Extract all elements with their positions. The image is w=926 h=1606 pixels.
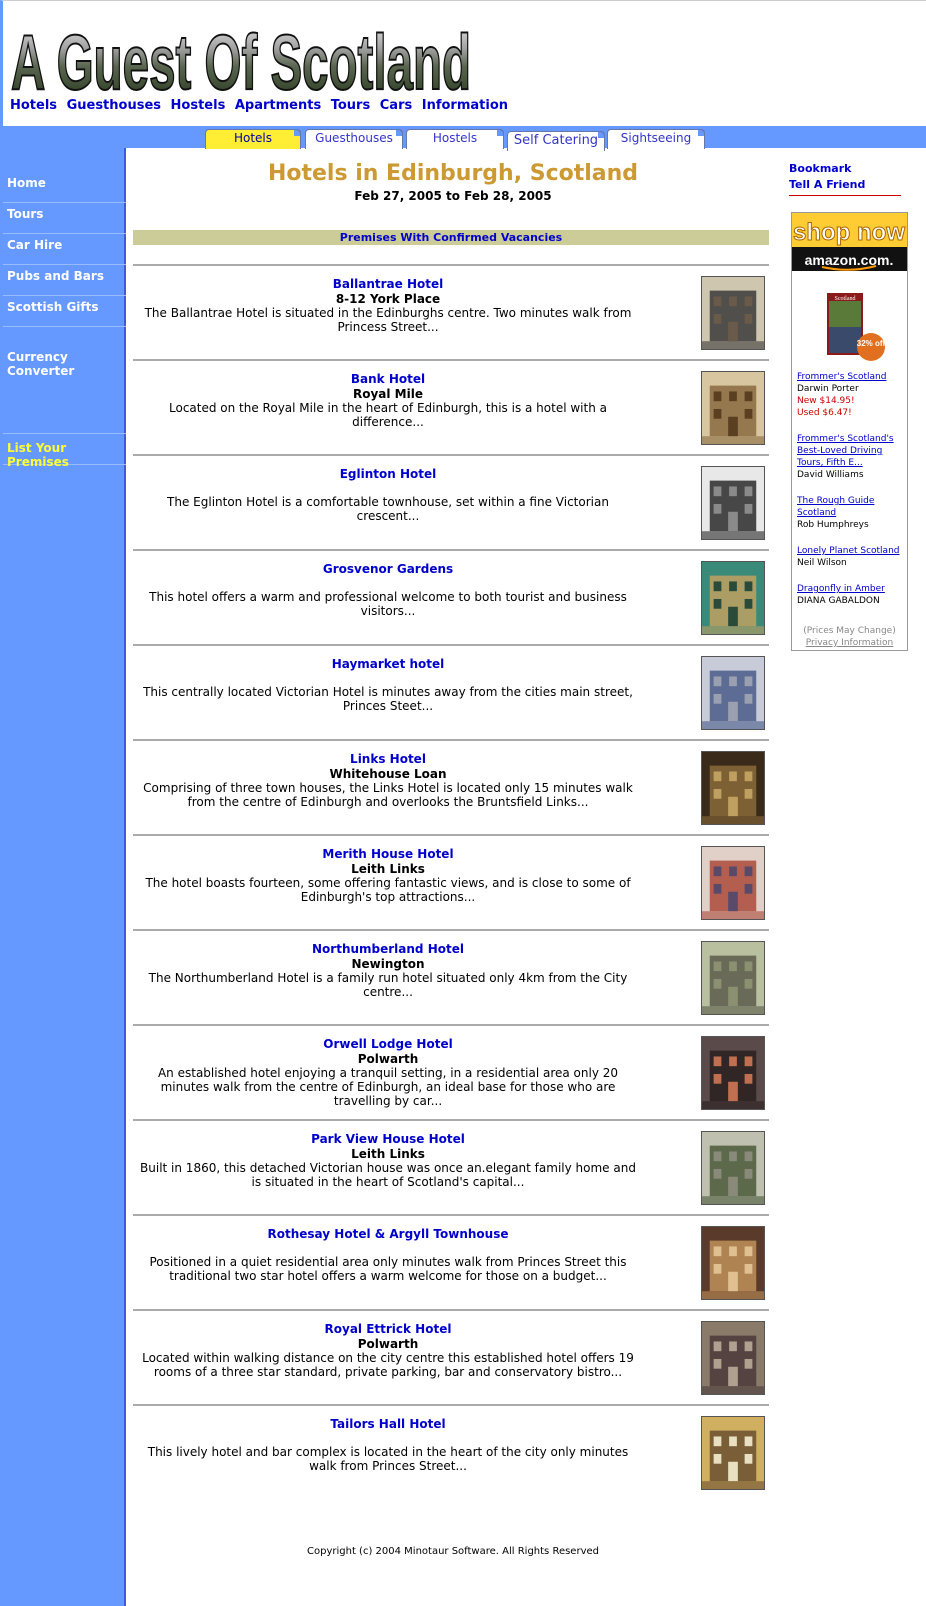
amazon-book-1-used-price: Used $6.47! (797, 408, 852, 418)
hotel-location: 8-12 York Place (335, 292, 441, 306)
hotel-description: Built in 1860, this detached Victorian house was once an.elegant family home and is situated in the heart of Scotland's capital... (140, 1161, 636, 1189)
hotel-photo[interactable] (701, 941, 765, 1015)
hotel-photo[interactable] (701, 751, 765, 825)
hotel-listing (133, 1214, 769, 1309)
hotel-name-link[interactable]: Haymarket hotel (331, 657, 445, 671)
hotel-description: Positioned in a quiet residential area only minutes walk from Princes Street this traditional two star hotel offers a warm welcome for those on a budget... (149, 1255, 627, 1283)
hotel-name-link[interactable]: Merith House Hotel (322, 847, 454, 861)
left-sidebar (3, 148, 126, 1606)
hotel-photo-graphic (702, 1322, 764, 1394)
amazon-book-5 (797, 583, 909, 607)
hotel-photo-graphic (702, 1227, 764, 1299)
tab-guesthouses[interactable]: Guesthouses (305, 129, 403, 149)
hotel-location: Leith Links (351, 862, 425, 876)
amazon-book-2-author: David Williams (797, 470, 864, 480)
topnav-tours[interactable]: Tours (330, 98, 371, 113)
right-column (789, 161, 926, 648)
hotel-photo-graphic (702, 372, 764, 444)
amazon-book-3 (797, 495, 909, 531)
hotel-listing (133, 1309, 769, 1404)
hotel-name-link[interactable]: Tailors Hall Hotel (330, 1417, 446, 1431)
hotel-description: An established hotel enjoying a tranquil setting, in a residential area only 20 minutes walk from the centre of Edinburgh, an ideal base for those who are travelling by car... (157, 1066, 619, 1108)
hotel-name-link[interactable]: Links Hotel (350, 752, 426, 766)
hotel-name-link[interactable]: Orwell Lodge Hotel (323, 1037, 453, 1051)
hotel-description: Located within walking distance on the city centre this established hotel offers 19 rooms of a three star standard, private parking, bar and conservatory bistro... (142, 1351, 634, 1379)
hotel-photo[interactable] (701, 846, 765, 920)
tab-hostels[interactable]: Hostels (406, 129, 504, 149)
hotel-location: Newington (351, 957, 425, 971)
amazon-logo (792, 213, 907, 271)
topnav-cars[interactable]: Cars (379, 98, 413, 113)
hotel-name-link[interactable]: Grosvenor Gardens (322, 562, 454, 576)
sidebar-item-tours[interactable]: Tours (3, 207, 126, 234)
hotel-photo[interactable] (701, 561, 765, 635)
sidebar-item-pubs-and-bars[interactable]: Pubs and Bars (3, 269, 126, 296)
hotel-photo-graphic (702, 562, 764, 634)
hotel-description: This centrally located Victorian Hotel is minutes away from the cities main street, Princes Steet... (143, 685, 633, 713)
site-logo[interactable] (9, 9, 479, 99)
hotel-name-link[interactable]: Northumberland Hotel (312, 942, 464, 956)
amazon-book-1-author: Darwin Porter (797, 384, 859, 394)
hotel-description: The Eglinton Hotel is a comfortable townhouse, set within a fine Victorian crescent... (167, 495, 609, 523)
hotel-listing (133, 644, 769, 739)
sidebar-item-currency-converter[interactable]: Currency Converter (7, 350, 75, 378)
hotel-photo-graphic (702, 277, 764, 349)
hotel-listing (133, 929, 769, 1024)
sidebar-divider (3, 433, 126, 434)
hotel-listing (133, 1404, 769, 1499)
hotel-photo-graphic (702, 942, 764, 1014)
tell-a-friend-link[interactable]: Tell A Friend (789, 178, 866, 191)
hotel-photo[interactable] (701, 1131, 765, 1205)
right-divider (789, 195, 901, 196)
sidebar-item-home[interactable]: Home (3, 176, 126, 203)
tab-self-catering[interactable]: Self Catering (507, 131, 605, 151)
hotel-description: The Ballantrae Hotel is situated in the Edinburghs centre. Two minutes walk from Princess Street... (144, 306, 632, 334)
amazon-book-1 (797, 371, 909, 419)
logo-text: A Guest Of Scotland (11, 18, 471, 99)
hotel-photo[interactable] (701, 1416, 765, 1490)
hotel-name-link[interactable]: Bank Hotel (350, 372, 426, 386)
hotel-listing (133, 359, 769, 454)
hotel-description: Comprising of three town houses, the Links Hotel is located only 15 minutes walk from the centre of Edinburgh and overlooks the Bruntsfield Links... (143, 781, 633, 809)
page-title: Hotels in Edinburgh, Scotland (267, 161, 639, 186)
amazon-book-2 (797, 433, 909, 481)
hotel-listing (133, 264, 769, 359)
tab-hotels[interactable]: Hotels (205, 129, 301, 149)
category-tabs (3, 126, 926, 148)
hotel-photo[interactable] (701, 466, 765, 540)
topnav-apartments[interactable]: Apartments (234, 98, 322, 113)
hotel-name-link[interactable]: Ballantrae Hotel (332, 277, 444, 291)
amazon-banner-line2: amazon.com. (804, 252, 894, 268)
hotel-name-link[interactable]: Rothesay Hotel & Argyll Townhouse (267, 1227, 509, 1241)
hotel-description: This lively hotel and bar complex is located in the heart of the city only minutes walk from Princes Street... (147, 1445, 629, 1473)
amazon-book-cover[interactable] (827, 293, 885, 359)
header (3, 1, 926, 126)
tab-sightseeing[interactable]: Sightseeing (607, 129, 705, 149)
copyright: Copyright (c) 2004 Minotaur Software. All Rights Reserved (307, 1546, 599, 1557)
amazon-banner[interactable] (792, 213, 907, 271)
top-nav (10, 98, 513, 113)
hotel-photo-graphic (702, 1037, 764, 1109)
hotel-location: Polwarth (357, 1052, 419, 1066)
hotel-photo-graphic (702, 752, 764, 824)
hotel-photo[interactable] (701, 656, 765, 730)
amazon-book-4-author: Neil Wilson (797, 558, 847, 568)
logo-graphic (9, 9, 479, 99)
sidebar-item-scottish-gifts[interactable]: Scottish Gifts (3, 300, 126, 327)
hotel-description: Located on the Royal Mile in the heart of Edinburgh, this is a hotel with a difference... (169, 401, 607, 429)
hotel-name-link[interactable]: Park View House Hotel (311, 1132, 465, 1146)
topnav-hostels[interactable]: Hostels (170, 98, 226, 113)
hotel-photo[interactable] (701, 1036, 765, 1110)
hotel-listing (133, 549, 769, 644)
amazon-book-5-title[interactable]: Dragonfly in Amber (797, 584, 885, 594)
hotel-listing (133, 1119, 769, 1214)
hotel-listing (133, 1024, 769, 1119)
hotel-photo-graphic (702, 847, 764, 919)
hotel-location: Polwarth (357, 1337, 419, 1351)
topnav-hotels[interactable]: Hotels (10, 98, 58, 113)
hotel-photo-graphic (702, 1417, 764, 1489)
topnav-guesthouses[interactable]: Guesthouses (66, 98, 162, 113)
hotel-description: This hotel offers a warm and professional welcome to both tourist and business visitors... (149, 590, 627, 618)
vacancies-header: Premises With Confirmed Vacancies (133, 230, 769, 245)
sidebar-item-list-your-premises[interactable]: List Your Premises (3, 441, 126, 465)
hotel-location: Whitehouse Loan (329, 767, 447, 781)
amazon-widget (791, 212, 908, 651)
book-cover-graphic (827, 293, 885, 363)
amazon-prices-note: (Prices May Change) (803, 626, 896, 636)
topnav-information[interactable]: Information (421, 98, 509, 113)
bookmark-link[interactable]: Bookmark (789, 162, 852, 175)
hotel-photo-graphic (702, 1132, 764, 1204)
hotel-photo[interactable] (701, 1321, 765, 1395)
amazon-book-4-title[interactable]: Lonely Planet Scotland (797, 546, 900, 556)
amazon-privacy-link[interactable]: Privacy Information (805, 638, 894, 648)
hotel-location: Royal Mile (352, 387, 423, 401)
hotel-photo[interactable] (701, 371, 765, 445)
amazon-banner-line1: shop now (793, 219, 905, 246)
hotel-listing (133, 454, 769, 549)
date-range: Feb 27, 2005 to Feb 28, 2005 (354, 189, 552, 203)
hotel-description: The hotel boasts fourteen, some offering fantastic views, and is close to some of Edinburgh's top attractions... (145, 876, 631, 904)
sidebar-item-car-hire[interactable]: Car Hire (3, 238, 126, 265)
hotel-photo[interactable] (701, 276, 765, 350)
amazon-book-1-new-price: New $14.95! (797, 396, 855, 406)
amazon-book-4 (797, 545, 909, 569)
hotel-photo-graphic (702, 657, 764, 729)
amazon-book-3-title[interactable]: The Rough Guide Scotland (797, 496, 875, 518)
amazon-book-1-title[interactable]: Frommer's Scotland (797, 372, 887, 382)
amazon-book-3-author: Rob Humphreys (797, 520, 869, 530)
hotel-name-link[interactable]: Eglinton Hotel (339, 467, 437, 481)
amazon-book-5-author: DIANA GABALDON (797, 596, 880, 606)
hotel-description: The Northumberland Hotel is a family run hotel situated only 4km from the City centre... (148, 971, 628, 999)
discount-badge: 32% off (856, 339, 885, 348)
book-cover-title: Scotland (834, 296, 856, 302)
hotel-photo-graphic (702, 467, 764, 539)
hotel-listing (133, 834, 769, 929)
amazon-book-2-title[interactable]: Frommer's Scotland's Best-Loved Driving Tours, Fifth E... (797, 434, 894, 468)
hotel-listing (133, 739, 769, 834)
hotel-photo[interactable] (701, 1226, 765, 1300)
hotel-location: Leith Links (351, 1147, 425, 1161)
hotel-name-link[interactable]: Royal Ettrick Hotel (324, 1322, 452, 1336)
